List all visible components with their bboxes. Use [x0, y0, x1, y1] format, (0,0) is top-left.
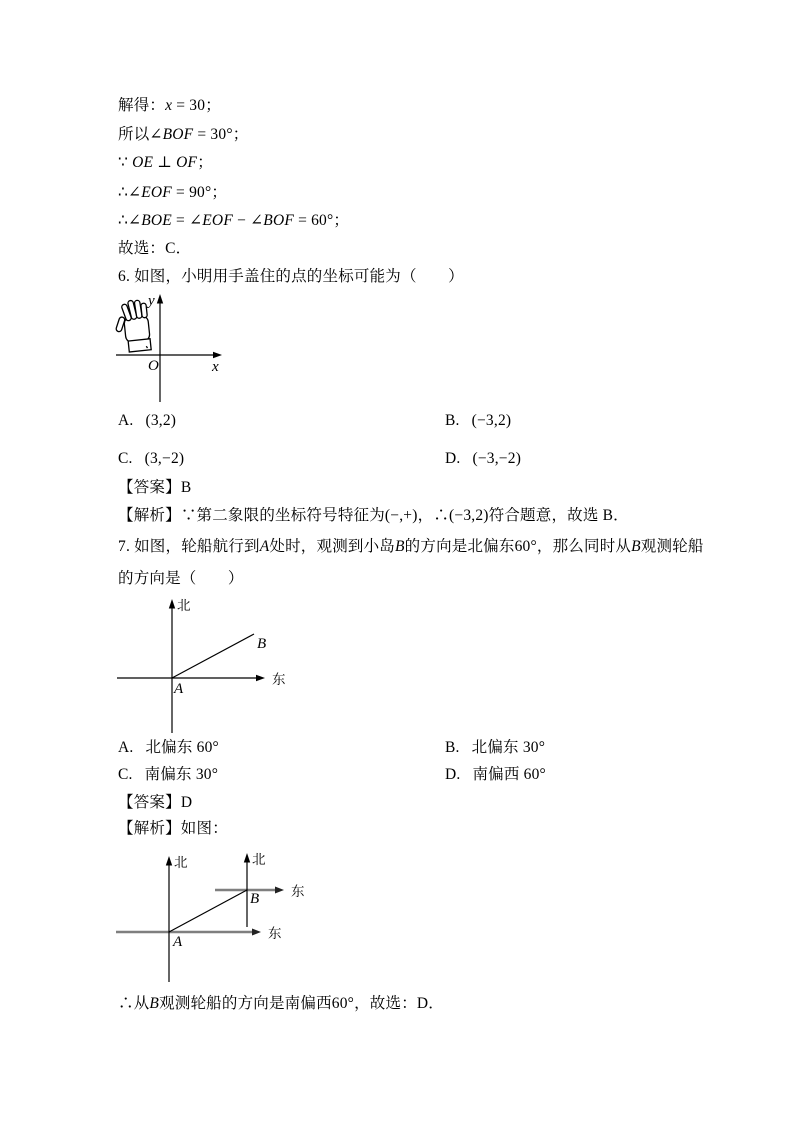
east-label-a: 东	[268, 926, 282, 941]
q7-option-a	[118, 737, 219, 758]
sight-line-a-b	[169, 890, 247, 932]
q6-coordinate-figure	[112, 289, 262, 409]
option-value: (3,−2)	[144, 450, 185, 467]
point-b-label: B	[250, 891, 260, 907]
north-arrow-b-icon	[244, 853, 250, 863]
x-axis-label: x	[212, 359, 219, 375]
solution-line: 故选：C．	[118, 240, 192, 257]
point-b-label: B	[257, 636, 267, 652]
option-label: B.	[445, 739, 460, 756]
option-value: 南偏西 60°	[472, 766, 546, 783]
option-label: D.	[445, 450, 461, 467]
q7-answer-line: 【答案】D	[118, 794, 193, 811]
point-a-label: A	[173, 934, 183, 950]
q7-direction-figure	[112, 590, 312, 738]
option-label: A.	[118, 739, 134, 756]
solution-line: 所以∠BOF = 30°；	[118, 126, 249, 143]
q7-option-d	[445, 764, 546, 785]
q6-option-a	[118, 410, 176, 431]
q6-option-d	[445, 448, 521, 469]
east-arrow-b-icon	[275, 887, 284, 894]
q7-option-b	[445, 737, 545, 758]
question-7-title-line2: 的方向是（ ）	[118, 570, 244, 587]
option-value: 南偏东 30°	[144, 766, 219, 783]
north-arrow-a-icon	[166, 856, 172, 866]
option-label: C.	[118, 766, 133, 783]
east-arrow-icon	[256, 675, 265, 681]
x-axis-arrow-icon	[213, 352, 222, 358]
option-label: B.	[445, 412, 460, 429]
option-value: (3,2)	[145, 412, 177, 429]
q6-option-c	[118, 448, 184, 469]
q6-option-b	[445, 410, 511, 431]
option-label: A.	[118, 412, 134, 429]
hand-finger	[141, 303, 148, 318]
east-label: 东	[272, 672, 286, 687]
north-label-b: 北	[252, 852, 266, 867]
q6-answer-line: 【答案】B	[118, 479, 192, 496]
hand-icon	[112, 299, 151, 354]
solution-line: ∴∠EOF = 90°；	[118, 184, 228, 201]
hand-thumb	[115, 316, 125, 332]
solution-line: 解得：x = 30；	[118, 97, 221, 114]
option-value: 北偏东 30°	[471, 739, 546, 756]
sight-line-a-b	[172, 634, 254, 678]
hand-cuff	[128, 339, 151, 352]
solution-line: ∴∠BOE = ∠EOF − ∠BOF = 60°；	[118, 212, 350, 229]
option-value: (−3,2)	[471, 412, 512, 429]
option-label: D.	[445, 766, 461, 783]
north-label-a: 北	[174, 855, 188, 870]
question-6-title: 6. 如图，小明用手盖住的点的坐标可能为（ ）	[118, 268, 464, 285]
north-arrow-icon	[169, 599, 175, 609]
east-arrow-a-icon	[252, 929, 261, 936]
q7-solution-figure	[112, 845, 327, 987]
option-value: (−3,−2)	[472, 450, 522, 467]
option-value: 北偏东 60°	[145, 739, 219, 756]
q7-option-c	[118, 764, 218, 785]
y-axis-arrow-icon	[157, 294, 163, 304]
question-7-title-line1: 7. 如图，轮船航行到A处时，观测到小岛B的方向是北偏东60°，那么同时从B观测轮船	[118, 538, 704, 555]
q6-analysis-line: 【解析】∵第二象限的坐标符号特征为(−,+)，∴(−3,2)符合题意，故选 B．	[118, 507, 629, 524]
point-a-label: A	[174, 681, 184, 697]
solution-line: ∵ OE ⊥ OF；	[118, 154, 213, 171]
option-label: C.	[118, 450, 133, 467]
y-axis-label: y	[148, 293, 155, 309]
q7-conclusion-line: ∴从B观测轮船的方向是南偏西60°，故选：D．	[118, 995, 444, 1012]
origin-label: O	[148, 358, 159, 374]
north-label: 北	[177, 598, 191, 613]
q7-analysis-line: 【解析】如图：	[118, 820, 228, 837]
east-label-b: 东	[291, 884, 305, 899]
